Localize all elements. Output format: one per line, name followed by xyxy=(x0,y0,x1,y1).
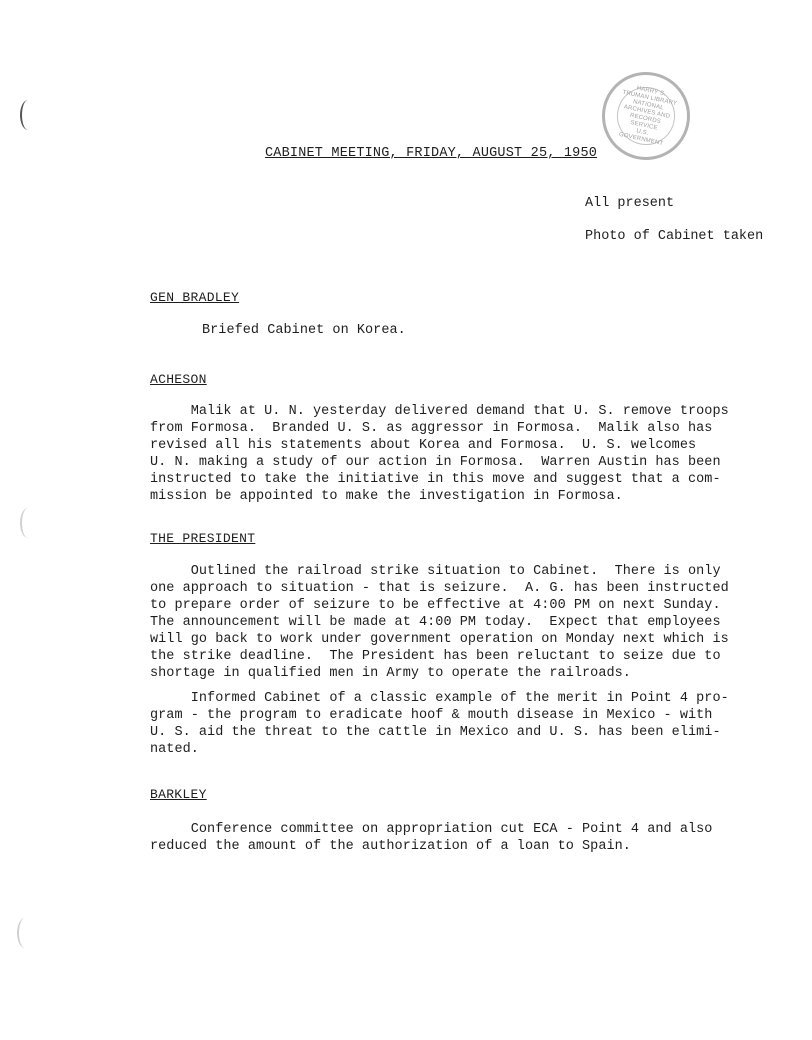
binder-hole-mark xyxy=(20,508,36,538)
section-text-president-1: Outlined the railroad strike situation to Cabinet. There is only one approach to situation - that is seizure. A. G. has been instructed to prepare order of seizure to be effective at 4:00 PM on next Sunday. The announcement will be made at 4:00 PM today. Expect that employees will go back to work under government operation on Monday next which is the strike deadline. The President has been reluctant to seize due to shortage in qualified men in Army to operate the railroads. xyxy=(150,564,729,681)
section-heading-barkley: BARKLEY xyxy=(150,787,207,802)
section-text-bradley: Briefed Cabinet on Korea. xyxy=(202,323,406,338)
section-heading-president: THE PRESIDENT xyxy=(150,531,256,546)
archive-stamp-text: HARRY S. TRUMAN LIBRARY NATIONAL ARCHIVES AND RECORDS SERVICE U.S. GOVERNMENT xyxy=(618,85,678,148)
photo-note: Photo of Cabinet taken xyxy=(585,229,764,244)
section-text-barkley: Conference committee on appropriation cut ECA - Point 4 and also reduced the amount of the authorization of a loan to Spain. xyxy=(150,822,713,854)
section-heading-bradley: GEN BRADLEY xyxy=(150,290,240,305)
archive-stamp xyxy=(594,64,698,168)
binder-hole-mark xyxy=(17,918,33,948)
section-text-president-2: Informed Cabinet of a classic example of the merit in Point 4 pro- gram - the program to eradicate hoof & mouth disease in Mexico - with U. S. aid the threat to the cattle in Mexico and U. S. has been elimi- nated. xyxy=(150,691,729,757)
section-text-acheson: Malik at U. N. yesterday delivered demand that U. S. remove troops from Formosa. Branded U. S. as aggressor in Formosa. Malik also has revised all his statements about Korea and Formosa. U. S. welcomes U. N. making a study of our action in Formosa. Warren Austin has been instructed to take the initiative in this move and suggest that a com- mission be appointed to make the investigation in Formosa. xyxy=(150,404,729,504)
binder-hole-mark xyxy=(20,100,36,130)
section-heading-acheson: ACHESON xyxy=(150,372,207,387)
document-title: CABINET MEETING, FRIDAY, AUGUST 25, 1950 xyxy=(265,146,598,161)
attendance-note: All present xyxy=(585,196,675,211)
